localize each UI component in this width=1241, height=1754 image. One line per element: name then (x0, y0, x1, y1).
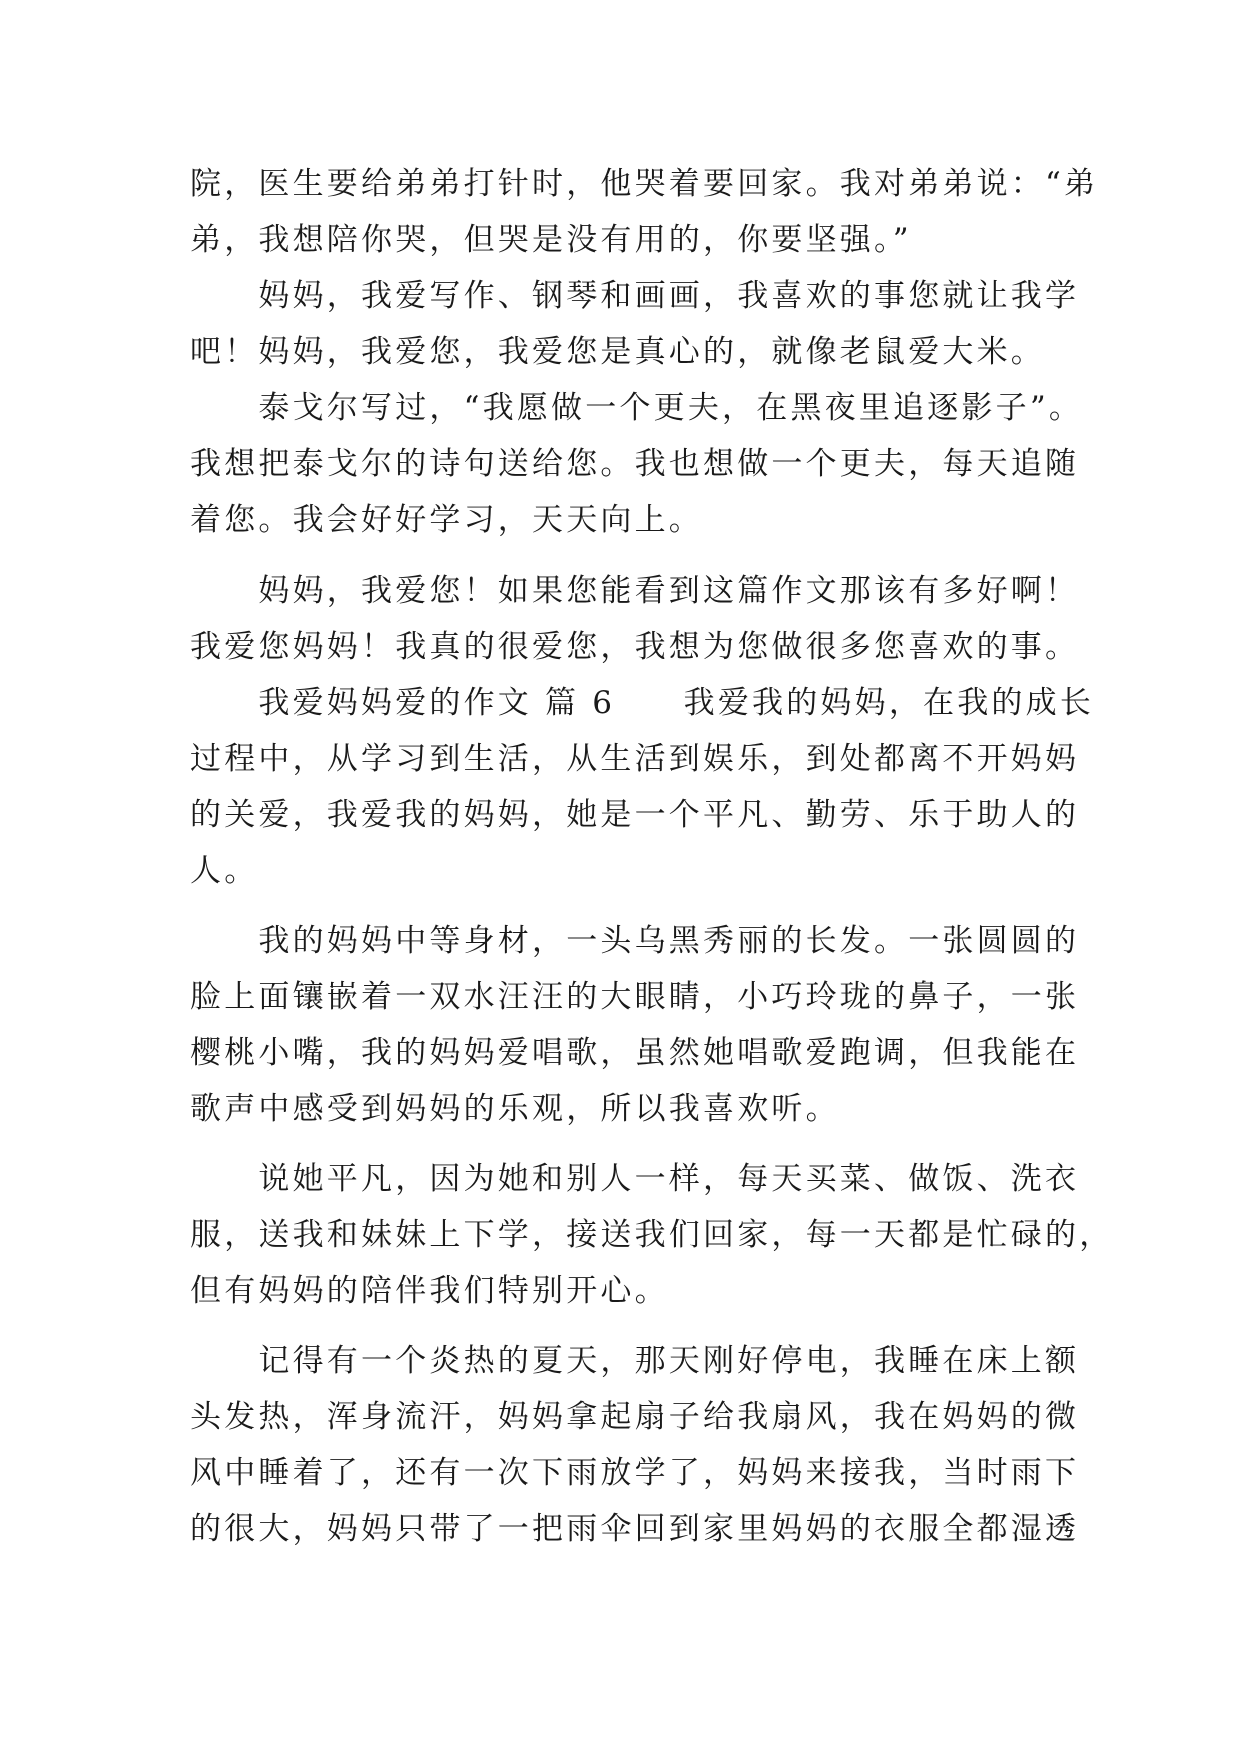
text-line: 我想把泰戈尔的诗句送给您。我也想做一个更夫，每天追随 (190, 446, 1080, 482)
text-line: 妈妈，我爱写作、钢琴和画画，我喜欢的事您就让我学 (190, 278, 1080, 314)
text-line: 服，送我和妹妹上下学，接送我们回家，每一天都是忙碌的， (190, 1217, 1114, 1253)
text-line: 脸上面镶嵌着一双水汪汪的大眼睛，小巧玲珑的鼻子，一张 (190, 979, 1080, 1015)
text-line: 人。 (190, 853, 259, 889)
text-line: 我爱您妈妈！我真的很爱您，我想为您做很多您喜欢的事。 (190, 629, 1080, 665)
text-line: 头发热，浑身流汗，妈妈拿起扇子给我扇风，我在妈妈的微 (190, 1399, 1080, 1435)
section-heading-line: 我爱妈妈爱的作文 篇 6 我爱我的妈妈，在我的成长 (190, 685, 1095, 721)
text-line: 院，医生要给弟弟打针时，他哭着要回家。我对弟弟说：“弟 (190, 166, 1099, 202)
text-line: 过程中，从学习到生活，从生活到娱乐，到处都离不开妈妈 (190, 741, 1080, 777)
text-line: 记得有一个炎热的夏天，那天刚好停电，我睡在床上额 (190, 1343, 1080, 1379)
text-line: 樱桃小嘴，我的妈妈爱唱歌，虽然她唱歌爱跑调，但我能在 (190, 1035, 1080, 1071)
text-line: 吧！妈妈，我爱您，我爱您是真心的，就像老鼠爱大米。 (190, 334, 1045, 370)
text-line: 妈妈，我爱您！如果您能看到这篇作文那该有多好啊！ (190, 573, 1080, 609)
text-line: 我的妈妈中等身材，一头乌黑秀丽的长发。一张圆圆的 (190, 923, 1080, 959)
text-line: 风中睡着了，还有一次下雨放学了，妈妈来接我，当时雨下 (190, 1455, 1080, 1491)
text-line: 的很大，妈妈只带了一把雨伞回到家里妈妈的衣服全都湿透 (190, 1511, 1080, 1547)
text-line: 弟，我想陪你哭，但哭是没有用的，你要坚强。” (190, 222, 912, 258)
text-line: 泰戈尔写过，“我愿做一个更夫，在黑夜里追逐影子”。 (190, 390, 1084, 426)
text-line: 但有妈妈的陪伴我们特别开心。 (190, 1273, 669, 1309)
text-line: 的关爱，我爱我的妈妈，她是一个平凡、勤劳、乐于助人的 (190, 797, 1080, 833)
text-line: 说她平凡，因为她和别人一样，每天买菜、做饭、洗衣 (190, 1161, 1080, 1197)
text-line: 着您。我会好好学习，天天向上。 (190, 502, 703, 538)
text-line: 歌声中感受到妈妈的乐观，所以我喜欢听。 (190, 1091, 840, 1127)
